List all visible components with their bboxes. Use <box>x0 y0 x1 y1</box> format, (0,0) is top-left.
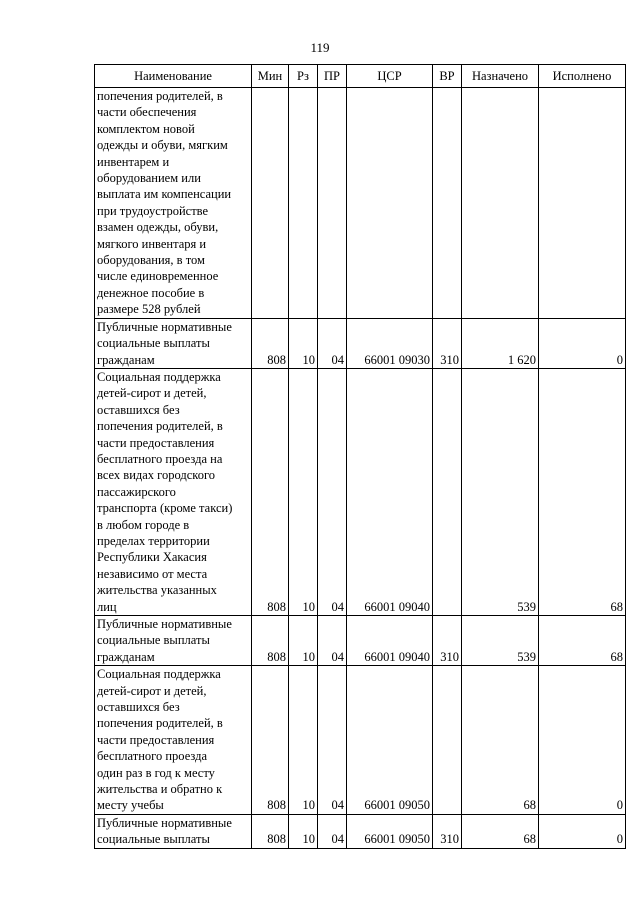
row-vr <box>433 666 462 815</box>
row-csr: 66001 09050 <box>347 666 433 815</box>
header-pr: ПР <box>318 65 347 88</box>
header-name: Наименование <box>95 65 252 88</box>
row-min: 808 <box>252 368 289 615</box>
table-row <box>95 616 626 666</box>
header-rz: Рз <box>289 65 318 88</box>
row-rz <box>289 88 318 319</box>
row-executed <box>539 88 626 319</box>
row-pr: 04 <box>318 814 347 848</box>
row-vr: 310 <box>433 814 462 848</box>
row-name: Публичные нормативные социальные выплаты гражданам <box>95 318 252 368</box>
row-executed: 0 <box>539 666 626 815</box>
row-assigned <box>462 88 539 319</box>
row-vr: 310 <box>433 318 462 368</box>
row-csr <box>347 88 433 319</box>
row-name: Социальная поддержка детей-сирот и детей, оставшихся без попечения родителей, в части предоставления бесплатного проезда один раз в год к месту жительства и обратно к месту учебы <box>95 666 252 815</box>
row-name: Публичные нормативные социальные выплаты <box>95 814 252 848</box>
row-pr: 04 <box>318 318 347 368</box>
table-header-row <box>95 65 626 88</box>
row-name: Социальная поддержка детей-сирот и детей, оставшихся без попечения родителей, в части предоставления бесплатного проезда на всех видах городского пассажирского транспорта (кроме такси) в любом городе в пределах территории Республики Хакасия независимо от места жительства указанных лиц <box>95 368 252 615</box>
budget-table <box>94 64 626 849</box>
header-csr: ЦСР <box>347 65 433 88</box>
row-assigned: 539 <box>462 616 539 666</box>
row-assigned: 1 620 <box>462 318 539 368</box>
header-executed: Исполнено <box>539 65 626 88</box>
row-pr: 04 <box>318 616 347 666</box>
row-executed: 68 <box>539 616 626 666</box>
row-csr: 66001 09040 <box>347 368 433 615</box>
row-pr <box>318 88 347 319</box>
row-assigned: 68 <box>462 814 539 848</box>
row-rz: 10 <box>289 368 318 615</box>
header-assigned: Назначено <box>462 65 539 88</box>
table-row <box>95 666 626 815</box>
row-min: 808 <box>252 616 289 666</box>
row-min <box>252 88 289 319</box>
row-rz: 10 <box>289 666 318 815</box>
header-vr: ВР <box>433 65 462 88</box>
table-row <box>95 318 626 368</box>
row-executed: 0 <box>539 318 626 368</box>
row-rz: 10 <box>289 814 318 848</box>
page-number: 119 <box>310 40 330 55</box>
row-executed: 0 <box>539 814 626 848</box>
row-vr <box>433 88 462 319</box>
row-pr: 04 <box>318 666 347 815</box>
table-row <box>95 368 626 615</box>
row-min: 808 <box>252 318 289 368</box>
row-vr <box>433 368 462 615</box>
row-pr: 04 <box>318 368 347 615</box>
row-rz: 10 <box>289 616 318 666</box>
row-csr: 66001 09030 <box>347 318 433 368</box>
row-vr: 310 <box>433 616 462 666</box>
row-min: 808 <box>252 666 289 815</box>
row-csr: 66001 09050 <box>347 814 433 848</box>
row-executed: 68 <box>539 368 626 615</box>
header-min: Мин <box>252 65 289 88</box>
table-row <box>95 88 626 319</box>
row-assigned: 539 <box>462 368 539 615</box>
row-name: Публичные нормативные социальные выплаты гражданам <box>95 616 252 666</box>
table-row <box>95 814 626 848</box>
row-rz: 10 <box>289 318 318 368</box>
row-min: 808 <box>252 814 289 848</box>
row-name: попечения родителей, в части обеспечения комплектом новой одежды и обуви, мягким инвентарем и оборудованием или выплата им компенсации при трудоустройстве взамен одежды, обуви, мягкого инвентаря и оборудования, в том числе единовременное денежное пособие в размере 528 рублей <box>95 88 252 319</box>
row-csr: 66001 09040 <box>347 616 433 666</box>
row-assigned: 68 <box>462 666 539 815</box>
